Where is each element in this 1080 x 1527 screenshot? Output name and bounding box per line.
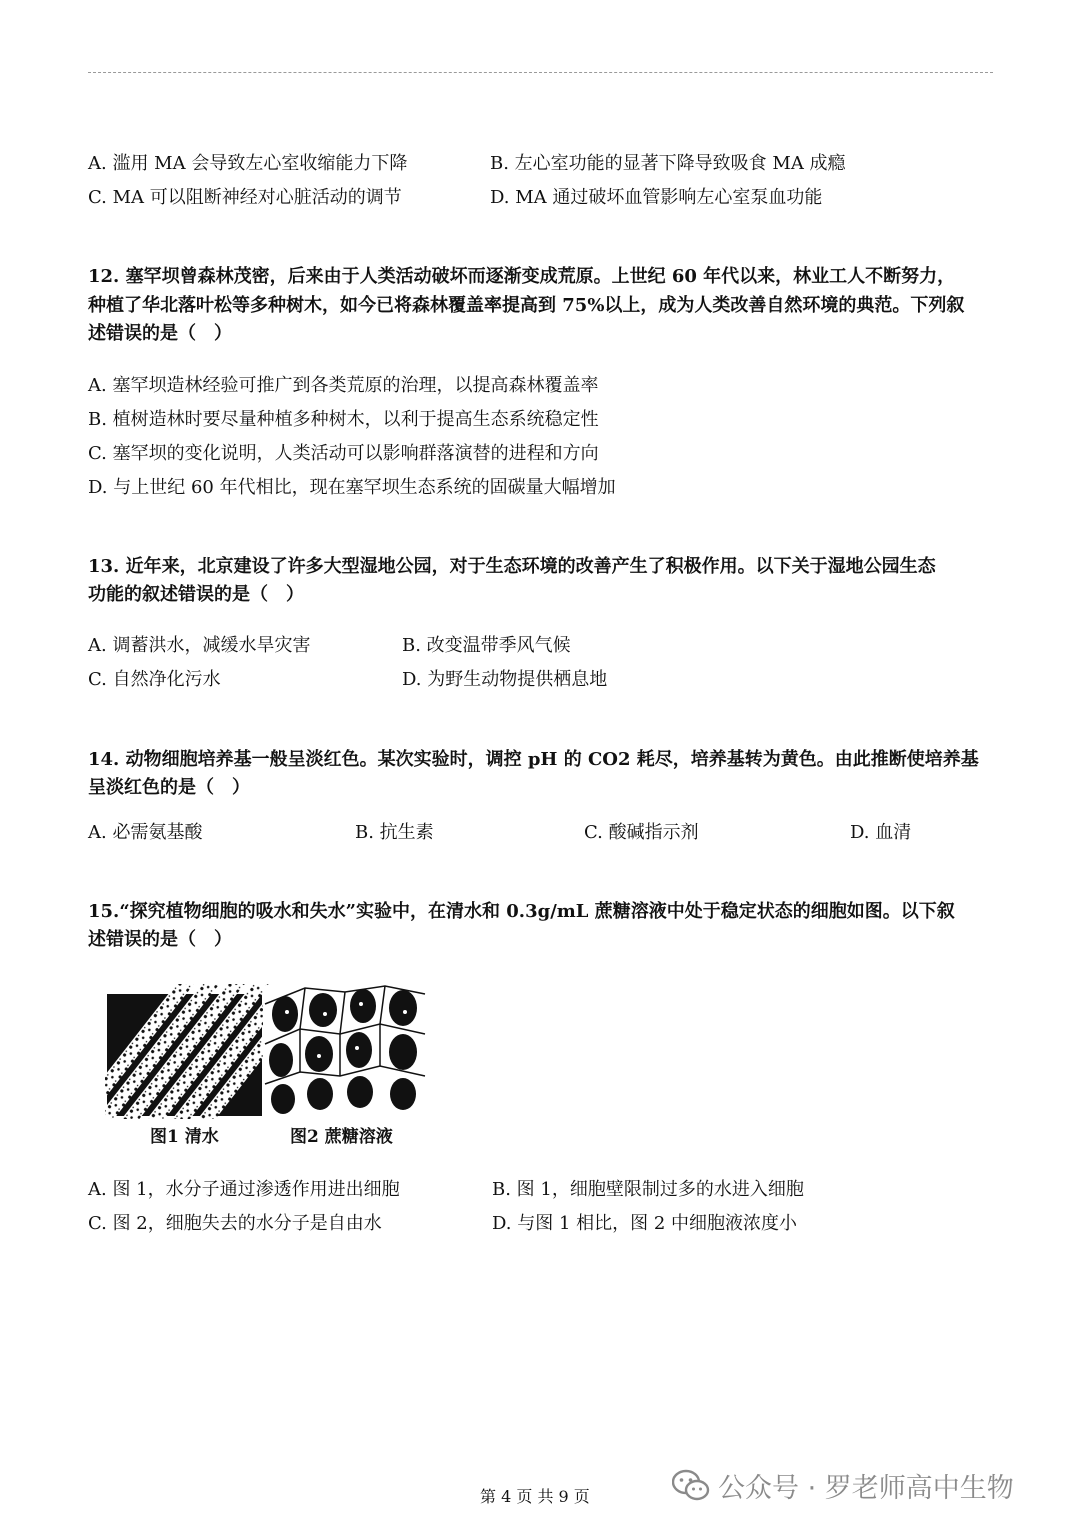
watermark (672, 1466, 1014, 1504)
q15-option-c: C. 图 2，细胞失去的水分子是自由水 (88, 1213, 382, 1234)
wechat-icon (672, 1469, 710, 1501)
q12-option-a: A. 塞罕坝造林经验可推广到各类荒原的治理，以提高森林覆盖率 (88, 375, 599, 396)
q14-option-d: D. 血清 (850, 822, 912, 843)
page-number: 第 4 页 共 9 页 (480, 1487, 590, 1506)
q15-option-d: D. 与图 1 相比，图 2 中细胞液浓度小 (492, 1213, 798, 1234)
watermark-text: 公众号 · 罗老师高中生物 (718, 1472, 1014, 1504)
q12-stem-line3: 述错误的是（ ） (88, 323, 232, 344)
q13-option-d: D. 为野生动物提供栖息地 (402, 669, 608, 690)
q12-option-d: D. 与上世纪 60 年代相比，现在塞罕坝生态系统的固碳量大幅增加 (88, 477, 616, 498)
q14-option-b: B. 抗生素 (355, 822, 434, 843)
q14-option-a: A. 必需氨基酸 (88, 822, 203, 843)
q12-stem-line1: 12. 塞罕坝曾森林茂密，后来由于人类活动破坏而逐渐变成荒原。上世纪 60 年代以来，林业工人不断努力， (88, 266, 956, 287)
q12-option-b: B. 植树造林时要尽量种植多种树木，以利于提高生态系统稳定性 (88, 409, 599, 430)
header-rule (88, 72, 993, 73)
q14-option-c: C. 酸碱指示剂 (584, 822, 699, 843)
q11-option-b: B. 左心室功能的显著下降导致吸食 MA 成瘾 (490, 153, 846, 174)
q13-stem-line1: 13. 近年来，北京建设了许多大型湿地公园，对于生态环境的改善产生了积极作用。以下关于湿地公园生态 (88, 556, 936, 577)
q13-option-b: B. 改变温带季风气候 (402, 635, 571, 656)
q15-stem-line1: 15.“探究植物细胞的吸水和失水”实验中，在清水和 0.3g/mL 蔗糖溶液中处于稳定状态的细胞如图。以下叙 (88, 901, 955, 922)
figure2-caption: 图2 蔗糖溶液 (290, 1127, 393, 1147)
q12-stem-line2: 种植了华北落叶松等多种树木，如今已将森林覆盖率提高到 75%以上，成为人类改善自然环境的典范。下列叙 (88, 295, 965, 316)
q14-stem-line1: 14. 动物细胞培养基一般呈淡红色。某次实验时，调控 pH 的 CO2 耗尽，培养基转为黄色。由此推断使培养基 (88, 749, 979, 770)
q15-option-a: A. 图 1，水分子通过渗透作用进出细胞 (88, 1179, 400, 1200)
figure1-caption: 图1 清水 (150, 1127, 219, 1147)
q14-stem-line2: 呈淡红色的是（ ） (88, 777, 250, 798)
q11-option-a: A. 滥用 MA 会导致左心室收缩能力下降 (88, 153, 408, 174)
q15-option-b: B. 图 1，细胞壁限制过多的水进入细胞 (492, 1179, 804, 1200)
q15-stem-line2: 述错误的是（ ） (88, 929, 232, 950)
q11-option-d: D. MA 通过破坏血管影响左心室泵血功能 (490, 187, 823, 208)
q13-option-a: A. 调蓄洪水，减缓水旱灾害 (88, 635, 311, 656)
q13-option-c: C. 自然净化污水 (88, 669, 221, 690)
figure2-sucrose-cells (263, 986, 428, 1116)
q13-stem-line2: 功能的叙述错误的是（ ） (88, 584, 304, 605)
cell-micrograph (105, 984, 430, 1119)
q11-option-c: C. MA 可以阻断神经对心脏活动的调节 (88, 187, 402, 208)
q12-option-c: C. 塞罕坝的变化说明，人类活动可以影响群落演替的进程和方向 (88, 443, 599, 464)
